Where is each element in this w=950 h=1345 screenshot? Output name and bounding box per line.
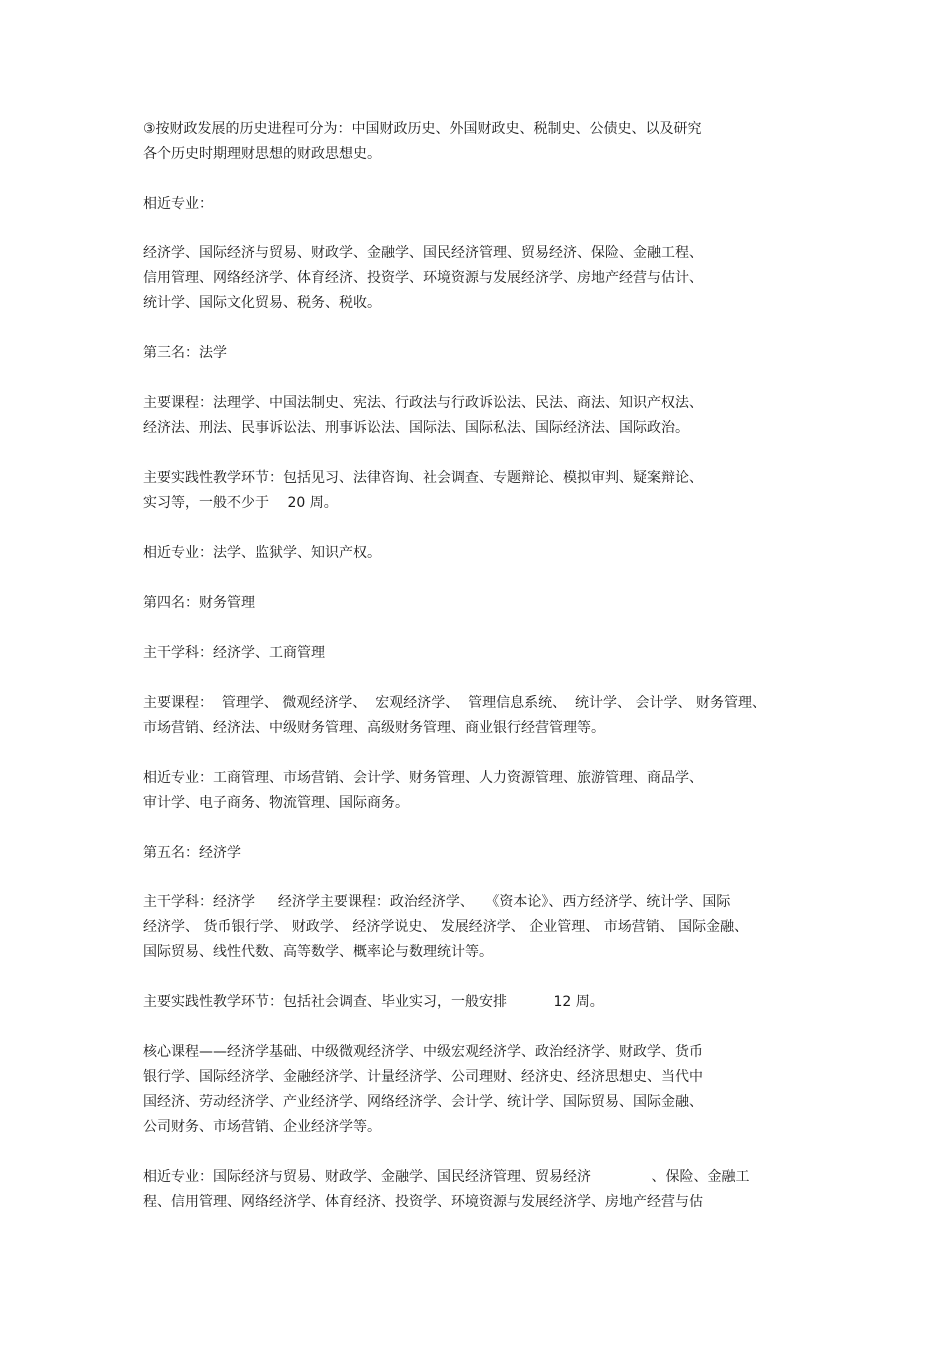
text-line: 相近专业：法学、监狱学、知识产权。 <box>143 545 381 561</box>
section-heading: 第五名：经济学 <box>143 845 241 861</box>
text-line: 信用管理、网络经济学、体育经济、投资学、环境资源与发展经济学、房地产经营与估计、 <box>143 270 703 286</box>
text-line: 银行学、国际经济学、金融经济学、计量经济学、公司理财、经济史、经济思想史、当代中 <box>143 1069 703 1085</box>
text-line: 各个历史时期理财思想的财政思想史。 <box>143 146 381 162</box>
text-line: ③按财政发展的历史进程可分为：中国财政历史、外国财政史、税制史、公债史、以及研究 <box>143 121 702 137</box>
text-line: 统计学、国际文化贸易、税务、税收。 <box>143 295 381 311</box>
text-line: 主要实践性教学环节：包括社会调查、毕业实习，一般安排 12 周。 <box>143 994 604 1010</box>
text-line: 审计学、电子商务、物流管理、国际商务。 <box>143 795 409 811</box>
text-line: 主要实践性教学环节：包括见习、法律咨询、社会调查、专题辩论、模拟审判、疑案辩论、 <box>143 470 703 486</box>
text-line: 市场营销、经济法、中级财务管理、高级财务管理、商业银行经营管理等。 <box>143 720 605 736</box>
text-line: 实习等，一般不少于 20 周。 <box>143 495 338 511</box>
text-line: 主要课程： 管理学、 微观经济学、 宏观经济学、 管理信息系统、 统计学、 会计学、 财务管理、 <box>143 695 766 711</box>
text-line: 相近专业：国际经济与贸易、财政学、金融学、国民经济管理、贸易经济 、保险、金融工 <box>143 1169 750 1185</box>
section-label: 相近专业： <box>143 196 213 212</box>
text-line: 主要课程：法理学、中国法制史、宪法、行政法与行政诉讼法、民法、商法、知识产权法、 <box>143 395 703 411</box>
text-line: 主干学科：经济学 经济学主要课程：政治经济学、 《资本论》、西方经济学、统计学、国际 <box>143 894 731 910</box>
text-line: 经济法、刑法、民事诉讼法、刑事诉讼法、国际法、国际私法、国际经济法、国际政治。 <box>143 420 689 436</box>
text-line: 主干学科：经济学、工商管理 <box>143 645 325 661</box>
section-heading: 第四名：财务管理 <box>143 595 255 611</box>
text-line: 程、信用管理、网络经济学、体育经济、投资学、环境资源与发展经济学、房地产经营与估 <box>143 1194 703 1210</box>
text-line: 核心课程——经济学基础、中级微观经济学、中级宏观经济学、政治经济学、财政学、货币 <box>143 1044 703 1060</box>
text-line: 相近专业：工商管理、市场营销、会计学、财务管理、人力资源管理、旅游管理、商品学、 <box>143 770 703 786</box>
text-line: 经济学、 货币银行学、 财政学、 经济学说史、 发展经济学、 企业管理、 市场营销、 国际金融、 <box>143 919 749 935</box>
text-line: 公司财务、市场营销、企业经济学等。 <box>143 1119 381 1135</box>
text-line: 国经济、劳动经济学、产业经济学、网络经济学、会计学、统计学、国际贸易、国际金融、 <box>143 1094 703 1110</box>
text-line: 经济学、国际经济与贸易、财政学、金融学、国民经济管理、贸易经济、保险、金融工程、 <box>143 245 703 261</box>
text-line: 国际贸易、线性代数、高等数学、概率论与数理统计等。 <box>143 944 493 960</box>
section-heading: 第三名：法学 <box>143 345 227 361</box>
